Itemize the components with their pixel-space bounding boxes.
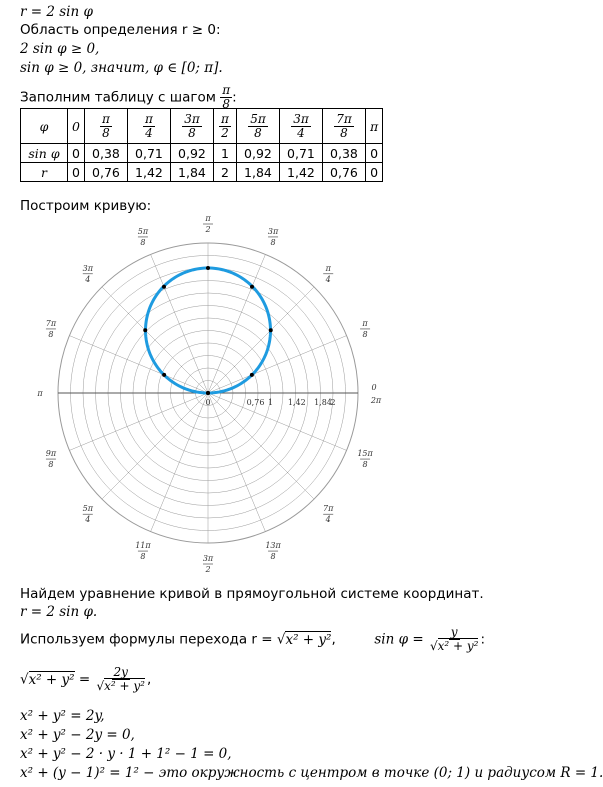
phi-fraction [334,113,354,140]
value-cell: 0,92 [236,144,279,163]
radius-tick-label: 1,42 [287,398,306,407]
phi-cell [213,109,236,144]
sin-formula-den-radicand: x² + y² [437,639,479,653]
angle-label-num: 5π [82,504,93,514]
phi-numerator: 5π [250,111,266,126]
curve-caption: Построим кривую: [20,198,152,214]
radius-tick-label: 1 [267,398,274,407]
phi-fraction [143,113,155,140]
value-cell: 1 [213,144,236,163]
angle-label-den: 8 [48,329,54,339]
polar-point [162,373,166,377]
formula-comma: , [331,631,336,648]
phi-fraction [100,113,112,140]
footer-line-8: x² + (y − 1)² = 1² − это окружность с центром в точке (0; 1) и радиусом R = 1. [20,765,603,781]
radius-tick-label: 0 [205,398,211,407]
row-label-text: r [41,164,47,180]
grid-spoke [208,336,347,393]
angle-label-0: 0 [371,383,377,392]
equation-line: r = 2 sin φ [20,4,93,20]
angle-label-num: 13π [265,541,281,551]
formula-end: : [480,631,486,648]
phi-cell [322,109,365,144]
phi-cell [68,109,85,144]
phi-cell [170,109,213,144]
value-cell: 0,76 [84,163,127,182]
footer-line-4: √x² + y² = $\frac{2y}{\text{√x² + y²}}$ , [20,665,152,693]
footer-line-6: x² + y² − 2y = 0, [20,727,135,743]
phi-numerator: π [145,111,153,126]
step-colon: : [232,89,237,106]
phi-cell [236,109,279,144]
phi-denominator: 8 [254,125,262,140]
inequality-line-2: sin φ ≥ 0, значит, φ ∈ [0; π]. [20,60,223,76]
angle-label-den: 4 [85,515,91,525]
grid-spoke [102,393,211,499]
phi-denominator: 4 [297,125,305,140]
table-intro-text: Заполним таблицу с шагом [20,89,216,106]
value-cell: 0,71 [279,144,322,163]
angle-label-num: π [325,263,331,273]
polar-point [269,328,273,332]
row-label-phi: φ [21,109,68,144]
grid-spoke [151,393,211,532]
step-denominator: 8 [222,97,230,111]
formula-intro: Используем формулы перехода r = [20,631,277,648]
value-cell: 0,92 [170,144,213,163]
grid-spoke [102,287,208,393]
table-row-r [21,163,383,182]
angle-label-num: π [205,214,211,223]
angle-label-den: 2 [205,565,211,574]
angle-label-num: 3π [267,226,279,236]
phi-fraction [182,113,202,140]
inequality-line-1: 2 sin φ ≥ 0, [20,41,100,57]
angle-label-num: π [362,318,368,328]
value-cell: 0,76 [322,163,365,182]
sin-formula-fraction [428,626,481,653]
phi-denominator: 8 [340,125,348,140]
footer-line-2: r = 2 sin φ. [20,604,98,620]
sqrt-expression: x² + y² [285,631,332,648]
polar-point [250,285,254,289]
row-label [21,144,68,163]
table-intro-line [20,84,237,111]
polar-radius-labels [205,398,335,407]
angle-label-num: 3π [82,263,93,273]
eq-right-denominator: √x² + y² [96,679,145,693]
eq-sign: = [78,671,91,688]
table-row-phi [21,109,383,144]
polar-point [206,391,210,395]
radius-tick-label: 2 [330,398,336,407]
radius-tick-label: 1,84 [314,398,332,407]
eq-right-den-radicand: x² + y² [104,679,145,693]
phi-denominator: 2 [221,125,229,140]
domain-line: Область определения r ≥ 0: [20,22,221,38]
value-cell: 0,38 [84,144,127,163]
grid-spoke [69,336,208,393]
phi-denominator: 4 [145,125,153,140]
phi-denominator: 8 [188,125,196,140]
grid-spoke [208,393,314,499]
angle-label-den: 8 [270,237,276,247]
phi-numerator: 7π [336,111,352,126]
grid-spoke [208,393,265,532]
footer-line-5: x² + y² = 2y, [20,708,105,724]
angle-label-den: 8 [362,460,368,470]
eq-right-fraction [94,666,147,693]
angle-label-num: 5π [137,226,149,236]
grid-spoke [208,287,314,393]
value-cell: 0 [68,163,85,182]
value-cell: 0 [365,163,382,182]
value-cell: 1,42 [279,163,322,182]
angle-label-num: 9π [45,449,57,459]
angle-label-num: 7π [45,318,57,328]
eq-right-numerator: 2y [113,665,128,679]
value-cell: 0,71 [127,144,170,163]
polar-point [206,266,210,270]
polar-point [250,373,254,377]
angle-label-den: 8 [140,237,146,247]
angle-label-den: 8 [140,552,146,562]
phi-cell [84,109,127,144]
grid-spoke [69,393,211,450]
angle-label-den: 4 [325,515,331,525]
sin-formula-denominator: √x² + y² [429,639,479,653]
value-cell: 1,84 [170,163,213,182]
phi-cell [279,109,322,144]
values-table [20,108,383,182]
phi-fraction [291,113,311,140]
phi-cell [365,109,382,144]
value-cell: 1,84 [236,163,279,182]
sin-formula-numerator: y [450,625,458,639]
phi-value: 0 [72,118,80,134]
value-cell: 0 [365,144,382,163]
angle-label-num: 7π [323,504,334,514]
angle-label-num: 15π [357,449,373,459]
angle-label-den: 4 [325,274,331,284]
phi-denominator: 8 [102,125,110,140]
phi-cell [127,109,170,144]
phi-numerator: 3π [293,111,309,126]
phi-numerator: π [102,111,110,126]
value-cell: 0,38 [322,144,365,163]
phi-fraction [248,113,268,140]
phi-numerator: 3π [184,111,200,126]
value-cell: 0 [68,144,85,163]
table-row-sin [21,144,383,163]
row-label [21,163,68,182]
eq-left-radicand: x² + y² [28,671,75,688]
angle-label-den: 8 [362,329,368,339]
step-fraction [220,84,232,111]
angle-label-den: 2 [205,225,211,234]
eq-end: , [147,671,152,688]
value-cell: 1,42 [127,163,170,182]
polar-plot [37,210,382,582]
step-numerator: π [222,83,231,97]
angle-label-2pi: 2π [370,396,382,405]
radius-tick-label: 0,76 [246,398,265,407]
footer-line-1: Найдем уравнение кривой в прямоугольной системе координат. [20,586,484,602]
polar-point [143,328,147,332]
angle-label-den: 8 [48,460,54,470]
angle-label-den: 4 [85,274,91,284]
angle-label-num: 11π [135,541,151,551]
angle-label-num: 3π [202,554,214,563]
phi-numerator: π [221,111,229,126]
polar-point [162,285,166,289]
footer-line-3: Используем формулы перехода r = √x² + y², sin φ = $\frac{y}{\text{√x² + y²}}$ : [20,625,486,653]
phi-fraction [219,113,231,140]
angle-label-den: 8 [270,552,276,562]
value-cell: 2 [213,163,236,182]
phi-value: π [369,118,379,134]
row-label-text: sin φ [28,145,60,161]
angle-label-pi: π [37,389,43,398]
footer-line-7: x² + y² − 2 · y · 1 + 1² − 1 = 0, [20,746,232,762]
sin-formula-left: sin φ = [374,631,424,648]
